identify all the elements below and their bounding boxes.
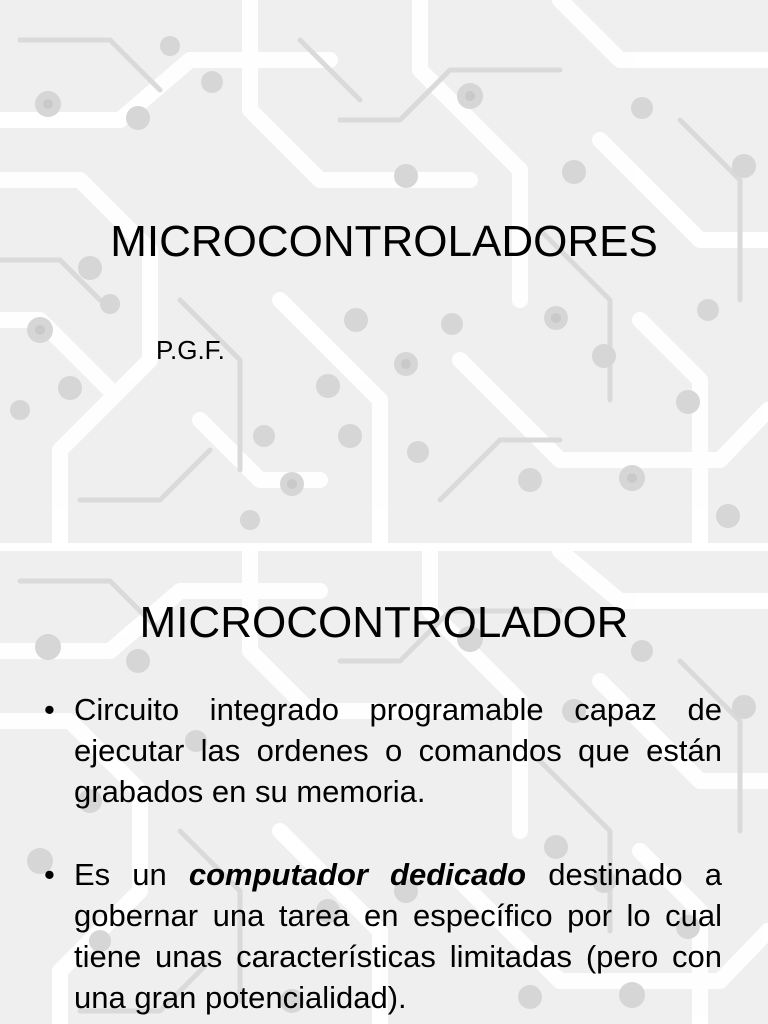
slide-2 [0,551,768,1024]
bullet-item-2 [44,854,722,1018]
slide-1-title: MICROCONTROLADORES [110,217,658,266]
bullet-marker: • [44,692,55,727]
slide-2-title: MICROCONTROLADOR [139,598,629,647]
bullet-list [44,689,722,1024]
bullet-text-before: Es un [74,857,189,892]
slide-1-subtitle: P.G.F. [156,335,225,365]
bullet-item-1 [44,689,722,812]
bullet-emphasis: computador dedicado [188,857,527,892]
bullet-text: Circuito integrado programable capaz de ejecutar las ordenes o comandos que están grabados en su memoria. [74,692,722,809]
bullet-marker: • [44,857,55,892]
bullet-text-after: destinado a gobernar una tarea en específico por lo cual tiene unas características limitadas (pero con una gran potencialidad). [74,857,722,1015]
